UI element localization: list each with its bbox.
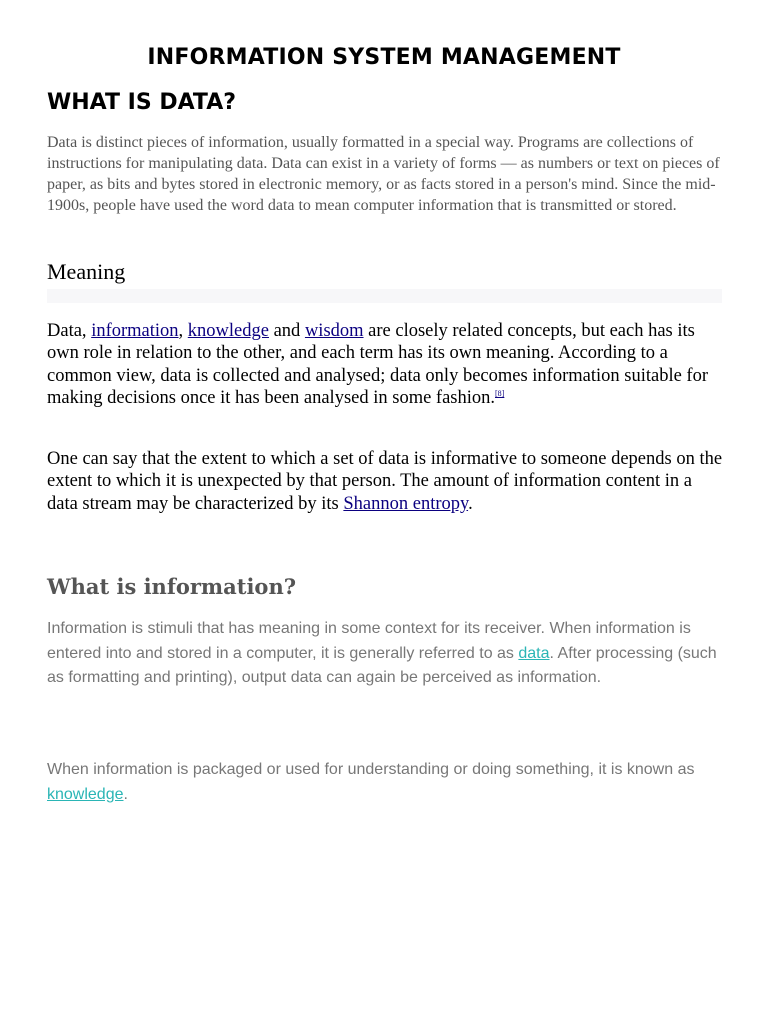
text-fragment: When information is packaged or used for understanding or doing something, it is known as <box>47 761 695 778</box>
text-fragment: , <box>178 321 188 341</box>
text-fragment: One can say that the extent to which a set of data is informative to someone depends on the extent to which it is unexpected by that person. The amount of information content in a data stream may be characterized by its <box>47 449 723 514</box>
paragraph-meaning-concepts <box>47 320 727 410</box>
text-fragment: Data, <box>47 321 92 341</box>
link-knowledge[interactable]: knowledge <box>187 321 269 341</box>
link-shannon-entropy[interactable]: Shannon entropy <box>343 493 469 514</box>
document-title: INFORMATION SYSTEM MANAGEMENT <box>147 45 621 70</box>
link-information[interactable]: information <box>91 321 179 341</box>
paragraph-information-knowledge <box>47 758 727 807</box>
heading-meaning: Meaning <box>47 259 126 284</box>
paragraph-information-definition <box>47 617 727 691</box>
link-data[interactable]: data <box>518 644 550 662</box>
citation-link[interactable]: [8] <box>495 389 505 399</box>
link-wisdom[interactable]: wisdom <box>304 321 364 341</box>
text-fragment: and <box>268 321 305 341</box>
text-fragment: . After processing (such as formatting and printing), output data can again be perceived as information. <box>47 644 717 686</box>
text-fragment: . <box>123 785 128 803</box>
link-knowledge-teal[interactable]: knowledge <box>47 785 124 803</box>
heading-what-is-information: What is information? <box>47 574 297 599</box>
heading-what-is-data: WHAT IS DATA? <box>47 90 237 115</box>
text-fragment: . <box>468 493 473 514</box>
text-fragment: are closely related concepts, but each has its own role in relation to the other, and each term has its own meaning. According to a common view, data is collected and analysed; data only becomes information suitable for making decisions once it has been analysed in some fashion. <box>47 321 708 409</box>
text-fragment: Information is stimuli that has meaning in some context for its receiver. When information is entered into and stored in a computer, it is generally referred to as <box>47 620 691 662</box>
paragraph-data-definition: Data is distinct pieces of information, usually formatted in a special way. Programs are collections of instructions for manipulating data. Data can exist in a variety of forms — as numbers or text on pieces of paper, as bits and bytes stored in electronic memory, or as facts stored in a person's mind. Since the mid-1900s, people have used the word data to mean computer information that is transmitted or stored. <box>47 134 720 214</box>
heading-underline-bar <box>47 289 722 303</box>
paragraph-meaning-entropy <box>47 448 727 515</box>
